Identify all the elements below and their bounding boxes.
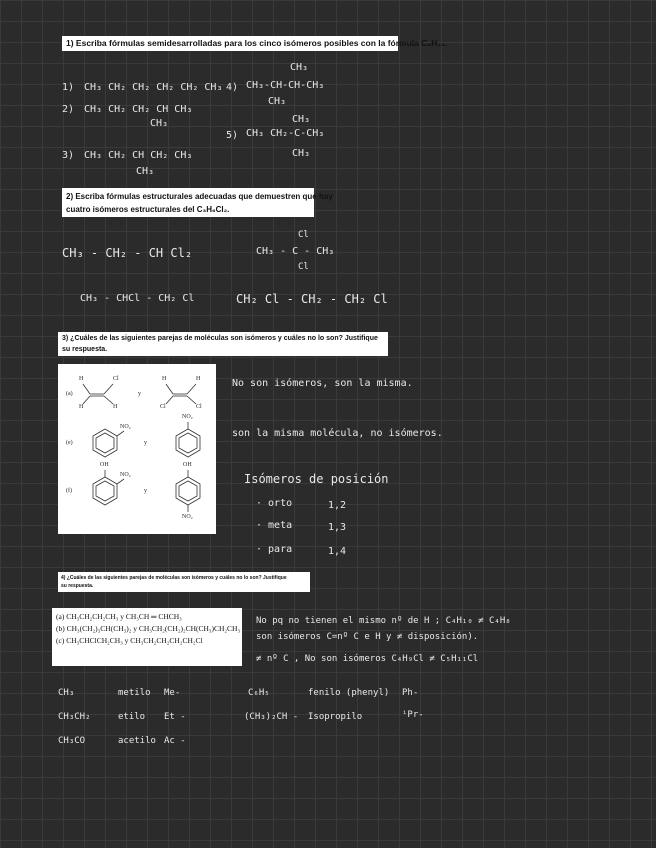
q1-answer-5-sub: CH₃ — [292, 148, 311, 159]
q3-answer-orto-value: 1,2 — [328, 500, 347, 511]
label-a-cl1: Cl — [113, 376, 119, 382]
q3-title — [58, 332, 388, 356]
q4-answer-a: No pq no tienen el mismo nº de H ; C₄H₁₀ ≠ C₄H₈ — [256, 616, 511, 626]
q1-answer-5-num: 5) — [226, 130, 239, 141]
note-r1-c5: fenilo (phenyl) — [308, 688, 390, 698]
q1-answer-4: CH₃-CH-CH-CH₃ — [246, 80, 325, 91]
q4-title-line-2: su respuesta. — [61, 583, 94, 589]
q3-answer-meta-value: 1,3 — [328, 522, 347, 533]
note-r2-c3: Et - — [164, 712, 186, 722]
note-r3-c1: CH₃CO — [58, 736, 86, 746]
label-f-no2-left: NO₂ — [120, 472, 131, 478]
q2-answer-b-bottom: Cl — [298, 262, 309, 272]
note-r1-c2: metilo — [118, 688, 151, 698]
label-e-no2-left: NO₂ — [120, 424, 131, 430]
q3-answer-meta: · meta — [256, 520, 293, 531]
q3-title-line-1: 3) ¿Cuáles de las siguientes parejas de moléculas son isómeros y cuáles no lo son? Justifique — [62, 335, 378, 342]
label-f-oh-left: OH — [100, 462, 109, 468]
q4-title — [58, 572, 310, 592]
q1-answer-2-sub: CH₃ — [150, 118, 169, 129]
q3-title-line-2: su respuesta. — [62, 346, 108, 353]
label-e: (e) — [66, 440, 73, 446]
q1-answer-4-sub: CH₃ — [268, 96, 287, 107]
q3-answer-a: No son isómeros, son la misma. — [232, 378, 413, 389]
label-e-no2-right: NO₂ — [182, 414, 193, 420]
q2-answer-d: CH₂ Cl - CH₂ - CH₂ Cl — [236, 292, 388, 306]
q1-answer-5: CH₃ CH₂-C-CH₃ — [246, 128, 325, 139]
q3-answer-f-title: Isómeros de posición — [244, 472, 389, 486]
q1-answer-3: CH₃ CH₂ CH CH₂ CH₃ — [84, 150, 193, 161]
q3-answer-e: son la misma molécula, no isómeros. — [232, 428, 443, 439]
q4-title-line-1: 4) ¿Cuáles de las siguientes parejas de moléculas son isómeros y cuáles no lo son? Justifique — [61, 575, 287, 581]
label-f: (f) — [66, 488, 72, 494]
q2-title — [62, 188, 333, 217]
label-a-cl3: Cl — [196, 404, 202, 410]
q3-molecules-svg — [58, 364, 216, 534]
q2-title-line-2: cuatro isómeros estructurales del C₃H₆Cl₂. — [66, 205, 230, 214]
q4-items — [52, 608, 242, 666]
q1-answer-3-sub: CH₃ — [136, 166, 155, 177]
q3-answer-orto: · orto — [256, 498, 293, 509]
label-a-h2: H — [79, 404, 84, 410]
q1-answer-3-num: 3) — [62, 150, 75, 161]
note-r1-c4: C₆H₅ — [248, 688, 270, 698]
note-r3-c3: Ac - — [164, 736, 186, 746]
q1-answer-1-num: 1) — [62, 82, 75, 93]
note-r1-c1: CH₃ — [58, 688, 75, 698]
q4-answer-c: ≠ nº C , No son isómeros C₄H₉Cl ≠ C₅H₁₁Cl — [256, 654, 479, 664]
q1-title — [62, 36, 448, 51]
q1-answer-2-num: 2) — [62, 104, 75, 115]
q2-answer-c: CH₃ - CHCl - CH₂ Cl — [80, 293, 195, 304]
label-e-y: y — [144, 440, 147, 446]
label-a-h4: H — [162, 376, 167, 382]
q1-title-text: 1) Escriba fórmulas semidesarrolladas para los cinco isómeros posibles con la fórmula C₆H₁₄. — [66, 38, 448, 48]
q1-answer-1: CH₃ CH₂ CH₂ CH₂ CH₂ CH₃ — [84, 82, 223, 93]
q4-item-b: (b) CH₃(CH₂)₃CH(CH₃)₂ y CH₃CH₂(CH₂)₂CH(CH₃)CH₂CH₃ — [56, 624, 241, 633]
label-a: (a) — [66, 391, 73, 397]
label-a-h1: H — [79, 376, 84, 382]
q1-answer-5-top: CH₃ — [292, 114, 311, 125]
q1-answer-4-num: 4) — [226, 82, 239, 93]
note-r2-c2: etilo — [118, 712, 146, 722]
q3-molecules-figure — [58, 364, 216, 534]
q4-item-c: (c) CH₃CHClCH₂CH₃ y CH₃CH₂CH₂CH₂CH₂Cl — [56, 636, 203, 645]
note-r2-c4: (CH₃)₂CH - — [244, 712, 299, 722]
note-r2-c5: Isopropilo — [308, 712, 363, 722]
note-r3-c2: acetilo — [118, 736, 156, 746]
q2-answer-b-top: Cl — [298, 230, 309, 240]
note-r1-c3: Me- — [164, 688, 181, 698]
q3-answer-para-value: 1,4 — [328, 546, 347, 557]
label-f-no2-right: NO₂ — [182, 514, 193, 520]
label-a-h5: H — [196, 376, 201, 382]
q2-answer-a: CH₃ - CH₂ - CH Cl₂ — [62, 246, 193, 260]
q4-item-a: (a) CH₃CH₂CH₂CH₃ y CH₃CH ═ CHCH₃ — [56, 612, 182, 621]
note-r2-c1: CH₃CH₂ — [58, 712, 91, 722]
label-a-cl2: Cl — [160, 404, 166, 410]
label-f-oh-right: OH — [183, 462, 192, 468]
label-f-y: y — [144, 488, 147, 494]
q1-answer-4-top: CH₃ — [290, 62, 309, 73]
q4-answer-b: son isómeros C=nº C e H y ≠ disposición). — [256, 632, 479, 642]
note-r2-c6: ⁱPr- — [402, 710, 424, 720]
note-r1-c6: Ph- — [402, 688, 419, 698]
q2-title-line-1: 2) Escriba fórmulas estructurales adecuadas que demuestren que hay — [66, 192, 333, 201]
q3-answer-para: · para — [256, 544, 293, 555]
label-a-h3: H — [113, 404, 118, 410]
label-a-y: y — [138, 391, 141, 397]
q2-answer-b: CH₃ - C - CH₃ — [256, 246, 335, 257]
q1-answer-2: CH₃ CH₂ CH₂ CH CH₃ — [84, 104, 193, 115]
